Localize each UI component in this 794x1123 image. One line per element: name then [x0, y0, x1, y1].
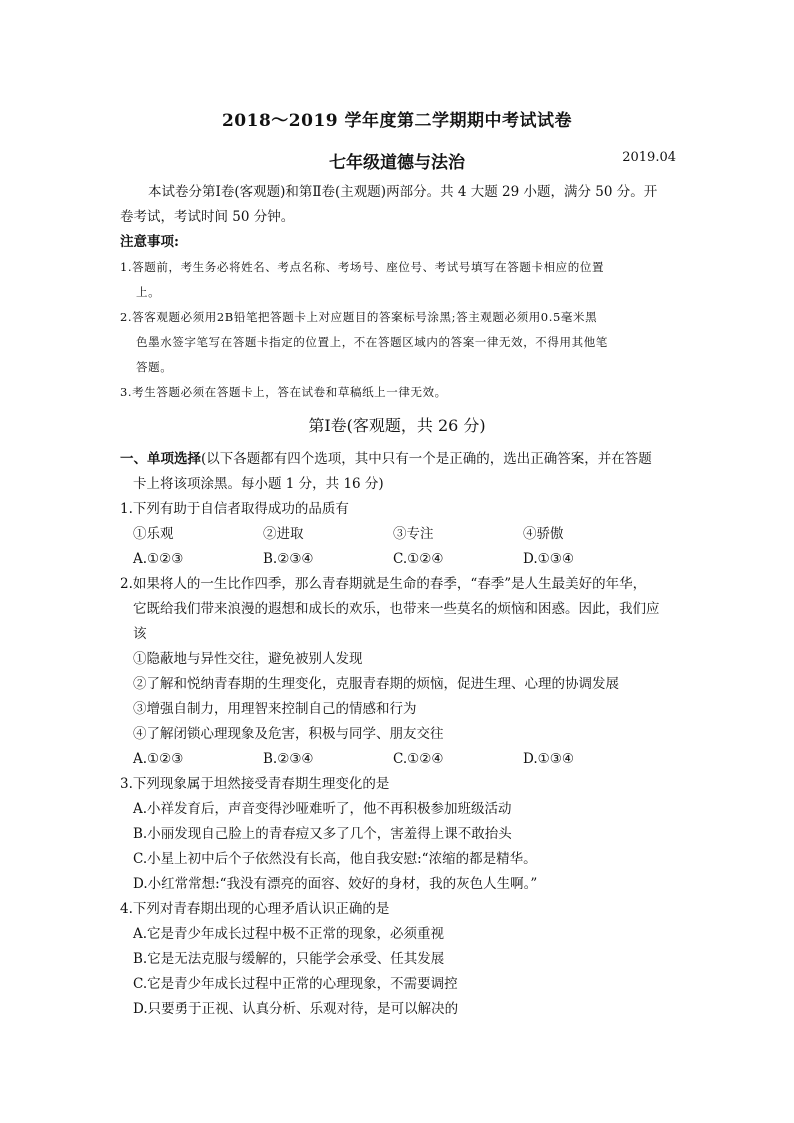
q1-option-b: B.②③④ [263, 551, 314, 567]
q1-option-c: C.①②④ [393, 551, 444, 567]
q1-item: ③专注 [393, 526, 434, 542]
note-1-line-2: 上。 [136, 285, 161, 299]
q1-items [120, 522, 680, 547]
q4-option-c: C.它是青少年成长过程中正常的心理现象，不需要调控 [133, 976, 458, 992]
q2-option-c: C.①②④ [393, 751, 444, 767]
q2-statement-1: ①隐蔽地与异性交往，避免被别人发现 [133, 651, 363, 667]
q2-stem-2: 它既给我们带来浪漫的遐想和成长的欢乐，也带来一些莫名的烦恼和困惑。因此，我们应 [133, 601, 660, 617]
question-2 [120, 572, 680, 772]
section-1-title: 第Ⅰ卷(客观题，共 26 分) [308, 416, 486, 435]
q1-item: ②进取 [263, 526, 304, 542]
q3-option-c: C.小星上初中后个子依然没有长高，他自我安慰:“浓缩的都是精华。 [133, 851, 537, 867]
q2-options [120, 747, 680, 772]
q2-statement-2: ②了解和悦纳青春期的生理变化，克服青春期的烦恼，促进生理、心理的协调发展 [133, 676, 619, 692]
q3-option-b: B.小丽发现自己脸上的青春痘又多了几个，害羞得上课不敢抬头 [133, 826, 512, 842]
q1-item: ①乐观 [133, 526, 174, 542]
q3-option-d: D.小红常常想:“我没有漂亮的面容、姣好的身材，我的灰色人生啊。” [133, 876, 538, 892]
exam-date: 2019.04 [622, 150, 676, 165]
q1-stem: 1.下列有助于自信者取得成功的品质有 [120, 501, 349, 517]
note-3: 3.考生答题必须在答题卡上，答在试卷和草稿纸上一律无效。 [120, 385, 447, 399]
q1-option-a: A.①②③ [133, 551, 184, 567]
q2-stem-3: 该 [133, 626, 147, 642]
q3-option-a: A.小祥发育后，声音变得沙哑难听了，他不再积极参加班级活动 [133, 801, 512, 817]
q1-item: ④骄傲 [523, 526, 564, 542]
q1-options [120, 547, 680, 572]
q4-option-d: D.只要勇于正视、认真分析、乐观对待，是可以解决的 [133, 1001, 459, 1017]
q4-option-b: B.它是无法克服与缓解的，只能学会承受、任其发展 [133, 951, 445, 967]
intro-line-2: 卷考试，考试时间 50 分钟。 [120, 209, 295, 225]
q1-option-d: D.①③④ [523, 551, 574, 567]
q2-option-a: A.①②③ [133, 751, 184, 767]
q4-option-a: A.它是青少年成长过程中极不正常的现象，必须重视 [133, 926, 445, 942]
question-3 [120, 772, 680, 897]
note-1-line-1: 1.答题前，考生务必将姓名、考点名称、考场号、座位号、考试号填写在答题卡相应的位置 [120, 260, 605, 274]
notes-list [120, 255, 680, 405]
q2-statement-4: ④了解闭锁心理现象及危害，积极与同学、朋友交往 [133, 726, 444, 742]
part-1-line-1 [120, 447, 680, 472]
subject-label: 七年级道德与法治 [329, 153, 465, 173]
part-1-line-2: 卡上将该项涂黑。每小题 1 分，共 16 分) [133, 476, 384, 492]
q2-stem-1: 2.如果将人的一生比作四季，那么青春期就是生命的春季，“春季”是人生最美好的年华， [120, 576, 647, 592]
exam-subject [0, 148, 794, 173]
note-2-line-2: 色墨水签字笔写在答题卡指定的位置上，不在答题区域内的答案一律无效，不得用其他笔 [136, 335, 608, 349]
note-2-line-3: 答题。 [136, 360, 173, 374]
notes-heading: 注意事项: [120, 234, 179, 250]
intro-line-1: 本试卷分第Ⅰ卷(客观题)和第Ⅱ卷(主观题)两部分。共 4 大题 29 小题，满分 50 分。开 [148, 184, 658, 200]
part-1-text: (以下各题都有四个选项，其中只有一个是正确的，选出正确答案，并在答题 [201, 451, 652, 467]
part-1-instructions [120, 447, 680, 497]
q2-option-d: D.①③④ [523, 751, 574, 767]
question-1 [120, 497, 680, 572]
q4-stem: 4.下列对青春期出现的心理矛盾认识正确的是 [120, 901, 390, 917]
exam-title: 2018～2019 学年度第二学期期中考试试卷 [221, 111, 573, 131]
q2-statement-3: ③增强自制力，用理智来控制自己的情感和行为 [133, 701, 417, 717]
q3-stem: 3.下列现象属于坦然接受青春期生理变化的是 [120, 776, 390, 792]
question-4 [120, 897, 680, 1022]
part-1-label: 一、单项选择 [120, 451, 201, 467]
q2-option-b: B.②③④ [263, 751, 314, 767]
note-2-line-1: 2.答客观题必须用2B铅笔把答题卡上对应题目的答案标号涂黑;答主观题必须用0.5毫米黑 [120, 310, 598, 324]
